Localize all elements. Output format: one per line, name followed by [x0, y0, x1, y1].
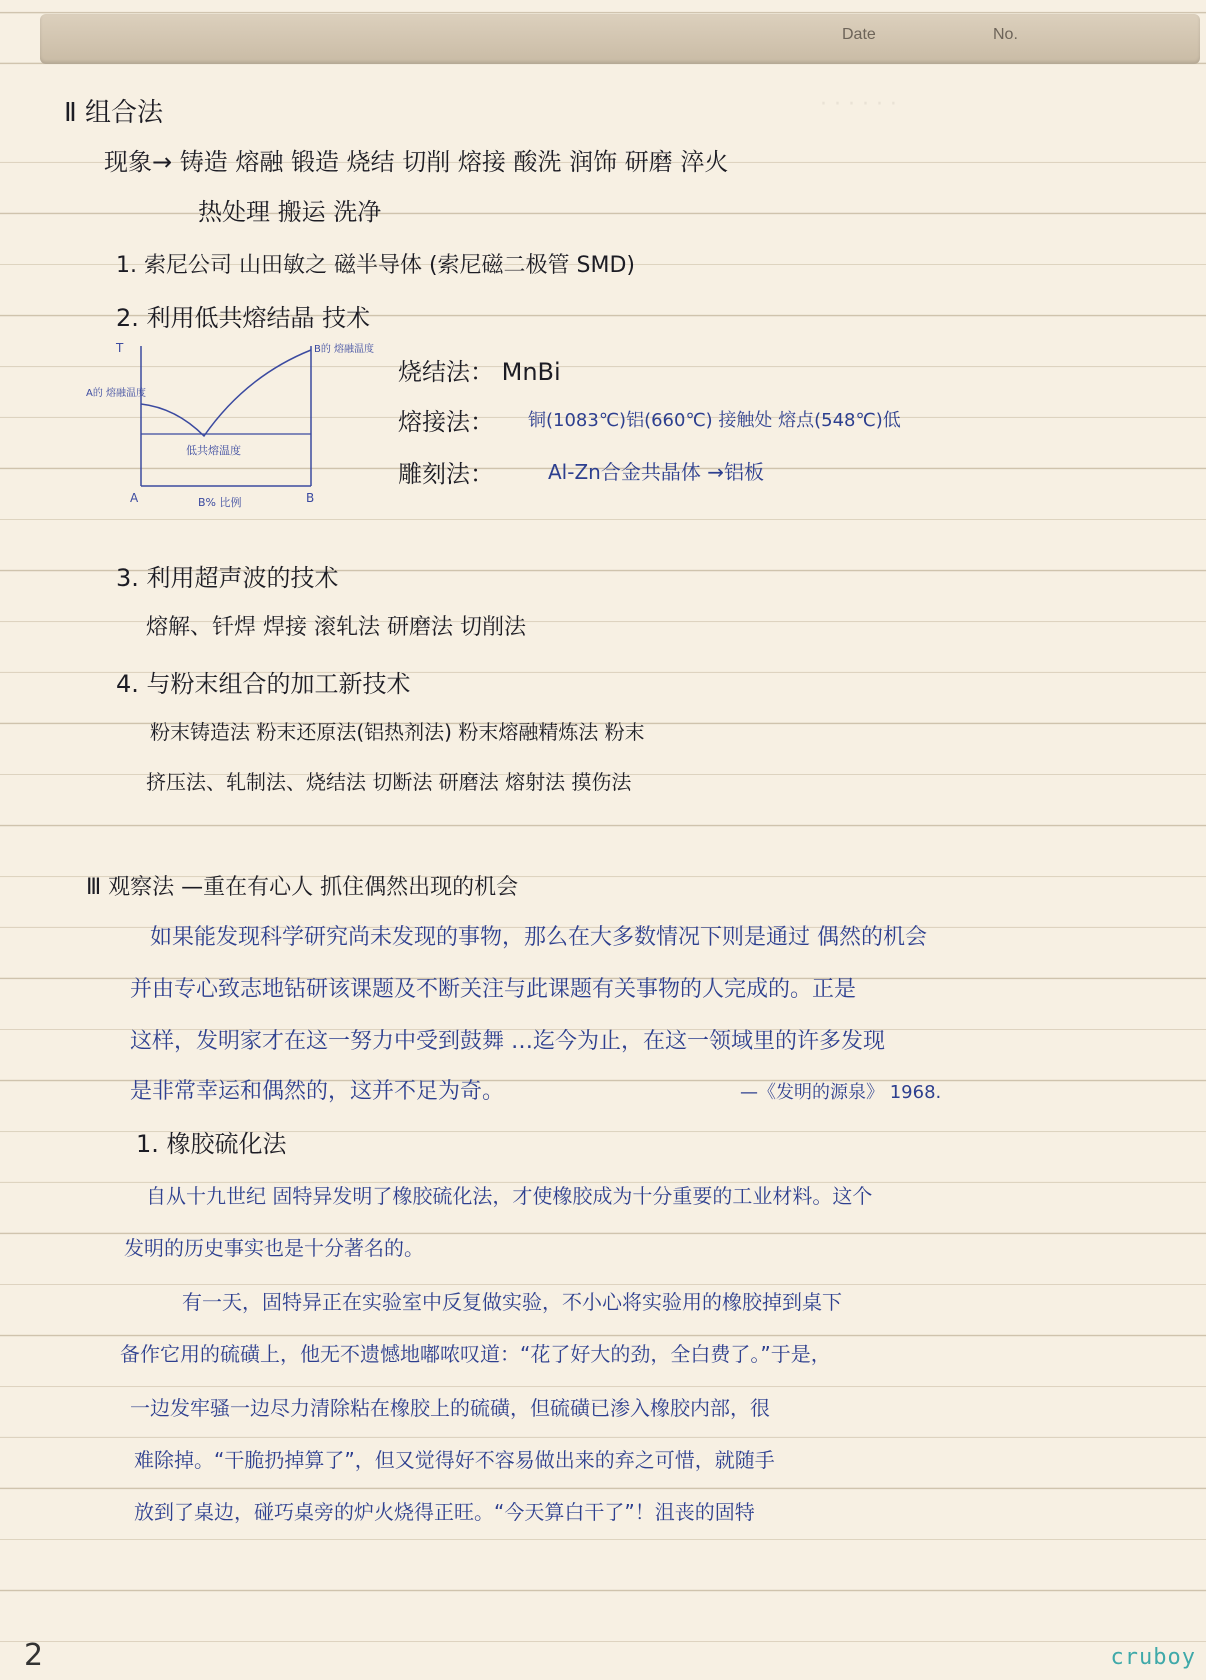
- notebook-header-band: [40, 14, 1200, 64]
- quote-source: —《发明的源泉》 1968.: [740, 1082, 942, 1103]
- watermark: cruboy: [1110, 1645, 1196, 1670]
- story-line: 有一天，固特异正在实验室中反复做实验，不小心将实验用的橡胶掉到桌下: [182, 1290, 842, 1314]
- diagram-b-axis-label: B: [306, 491, 315, 505]
- story-line: 备作它用的硫磺上，他无不遗憾地嘟哝叹道：“花了好大的劲，全白费了。”于是，: [120, 1342, 831, 1366]
- item-4-line-2: 挤压法、轧制法、烧结法 切断法 研磨法 熔射法 摸伤法: [146, 770, 632, 794]
- method-carve: 雕刻法：: [398, 460, 494, 488]
- quote-line: 是非常幸运和偶然的，这并不足为奇。: [130, 1079, 505, 1104]
- story-line: 一边发牢骚一边尽力清除粘在橡胶上的硫磺，但硫磺已渗入橡胶内部，很: [130, 1396, 770, 1420]
- no-label: No.: [993, 26, 1018, 43]
- item-2: 2. 利用低共熔结晶 技术: [116, 304, 371, 332]
- eutectic-phase-diagram: [86, 336, 386, 516]
- page-number: 2: [24, 1638, 44, 1673]
- item-3: 3. 利用超声波的技术: [116, 564, 339, 592]
- weld-note: 铜(1083℃)铝(660℃) 接触处 熔点(548℃)低: [528, 410, 901, 431]
- carve-note: Al-Zn合金共晶体 →铝板: [548, 460, 764, 484]
- section-2-line-1: 现象→ 铸造 熔融 锻造 烧结 切削 熔接 酸洗 润饰 研磨 淬火: [104, 148, 729, 176]
- section-3-title: Ⅲ 观察法 —重在有心人 抓住偶然出现的机会: [86, 875, 519, 900]
- item-1: 1. 索尼公司 山田敏之 磁半导体 (索尼磁二极管 SMD): [116, 253, 636, 278]
- section-3-item-1: 1. 橡胶硫化法: [136, 1130, 287, 1158]
- story-line: 放到了桌边，碰巧桌旁的炉火烧得正旺。“今天算白干了”！沮丧的固特: [134, 1500, 755, 1524]
- method-weld: 熔接法：: [398, 408, 494, 436]
- diagram-b-melt-label: B的 熔融温度: [314, 344, 375, 355]
- item-4-line-1: 粉末铸造法 粉末还原法(铝热剂法) 粉末熔融精炼法 粉末: [150, 720, 645, 744]
- story-line: 发明的历史事实也是十分著名的。: [124, 1236, 424, 1260]
- diagram-t-label: T: [116, 341, 124, 355]
- quote-line: 如果能发现科学研究尚未发现的事物，那么在大多数情况下则是通过 偶然的机会: [150, 925, 927, 950]
- quote-line: 这样，发明家才在这一努力中受到鼓舞 …迄今为止，在这一领域里的许多发现: [130, 1029, 885, 1054]
- method-sinter: 烧结法： MnBi: [398, 358, 561, 386]
- diagram-a-axis-label: A: [130, 491, 139, 505]
- diagram-eutectic-label: 低共熔温度: [186, 444, 241, 457]
- bleed-through-text: · · · · · ·: [820, 92, 897, 117]
- diagram-a-melt-label: A的 熔融温度: [86, 388, 147, 399]
- story-line: 自从十九世纪 固特异发明了橡胶硫化法，才使橡胶成为十分重要的工业材料。这个: [146, 1184, 873, 1208]
- item-4: 4. 与粉末组合的加工新技术: [116, 670, 411, 698]
- item-3-methods: 熔解、钎焊 焊接 滚轧法 研磨法 切削法: [146, 615, 526, 640]
- section-2-line-2: 热处理 搬运 洗净: [198, 198, 382, 226]
- diagram-x-label: B% 比例: [198, 496, 242, 509]
- section-2-title: Ⅱ 组合法: [64, 98, 164, 128]
- quote-line: 并由专心致志地钻研该课题及不断关注与此课题有关事物的人完成的。正是: [130, 977, 857, 1002]
- story-line: 难除掉。“干脆扔掉算了”，但又觉得好不容易做出来的弃之可惜，就随手: [134, 1448, 775, 1472]
- date-label: Date: [842, 26, 876, 43]
